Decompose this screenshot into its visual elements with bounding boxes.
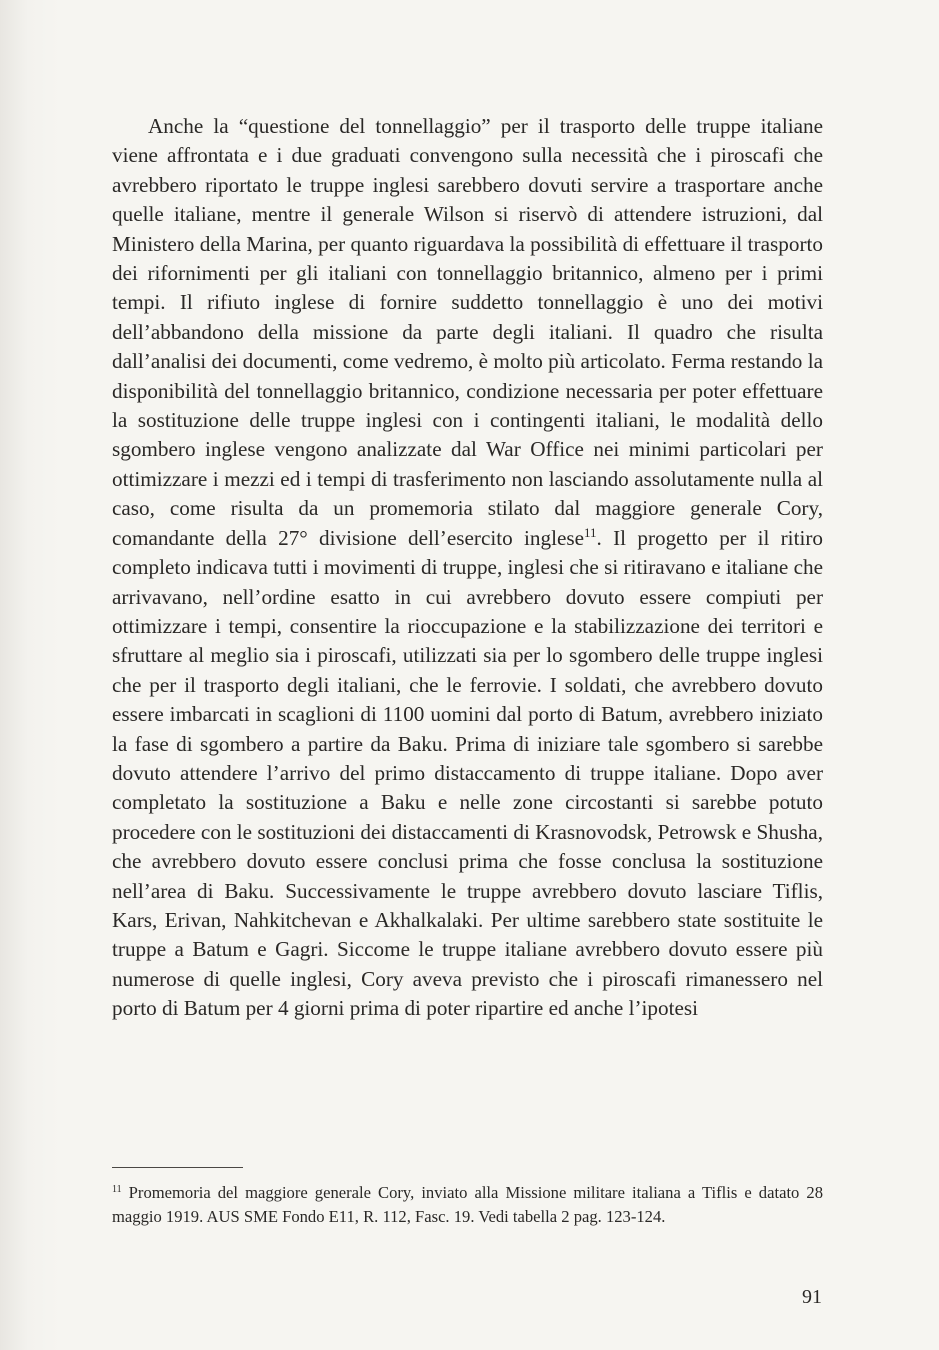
footnote-separator (112, 1167, 243, 1168)
footnote (112, 1181, 823, 1229)
footnote-text: Promemoria del maggiore generale Cory, inviato alla Missione militare italiana a Tiflis e datato 28 maggio 1919. AUS SME Fondo E11, R. 112, Fasc. 19. Vedi tabella 2 pag. 123-124. (112, 1183, 823, 1226)
page-number: 91 (802, 1286, 822, 1308)
paragraph-text-before-reference: Anche la “questione del tonnellaggio” per il trasporto delle truppe italiane viene affrontata e i due graduati convengono sulla necessità che i piroscafi che avrebbero riportato le truppe inglesi sarebbero dovuti servire a trasportare anche quelle italiane, mentre il generale Wilson si riservò di attendere istruzioni, dal Ministero della Marina, per quanto riguardava la possibilità di effettuare il trasporto dei rifornimenti per gli italiani con tonnellaggio britannico, almeno per i primi tempi. Il rifiuto inglese di fornire suddetto tonnellaggio è uno dei motivi dell’abbandono della missione da parte degli italiani. Il quadro che risulta dall’analisi dei documenti, come vedremo, è molto più articolato. Ferma restando la disponibilità del tonnellaggio britannico, condizione necessaria per poter effettuare la sostituzione delle truppe inglesi con i contingenti italiani, le modalità dello sgombero inglese vengono analizzate dal War Office nei minimi particolari per ottimizzare i mezzi ed i tempi di trasferimento non lasciando assolutamente nulla al caso, come risulta da un promemoria stilato dal maggiore generale Cory, comandante della 27° divisione dell’esercito inglese (112, 114, 823, 550)
body-paragraph (112, 112, 823, 1024)
footnote-reference: 11 (584, 524, 597, 540)
paragraph-text-after-reference: . Il progetto per il ritiro completo indicava tutti i movimenti di truppe, inglesi che si ritiravano e italiane che arrivavano, nell’ordine esatto in cui avrebbero dovuto essere compiuti per ottimizzare i tempi, consentire la rioccupazione e la stabilizzazione dei territori e sfruttare al meglio sia i piroscafi, utilizzati sia per lo sgombero delle truppe inglesi che per il trasporto degli italiani, che le ferrovie. I soldati, che avrebbero dovuto essere imbarcati in scaglioni di 1100 uomini dal porto di Batum, avrebbero iniziato la fase di sgombero a partire da Baku. Prima di iniziare tale sgombero si sarebbe dovuto attendere l’arrivo del primo distaccamento di truppe italiane. Dopo aver completato la sostituzione a Baku e nelle zone circostanti si sarebbe potuto procedere con le sostituzioni dei distaccamenti di Krasnovodsk, Petrowsk e Shusha, che avrebbero dovuto essere conclusi prima che fosse conclusa la sostituzione nell’area di Baku. Successivamente le truppe avrebbero dovuto lasciare Tiflis, Kars, Erivan, Nahkitchevan e Akhalkalaki. Per ultime sarebbero state sostituite le truppe a Batum e Gagri. Siccome le truppe italiane avrebbero dovuto essere più numerose di quelle inglesi, Cory aveva previsto che i piroscafi rimanessero nel porto di Batum per 4 giorni prima di poter ripartire ed anche l’ipotesi (112, 525, 823, 1021)
footnote-marker: 11 (112, 1184, 122, 1195)
